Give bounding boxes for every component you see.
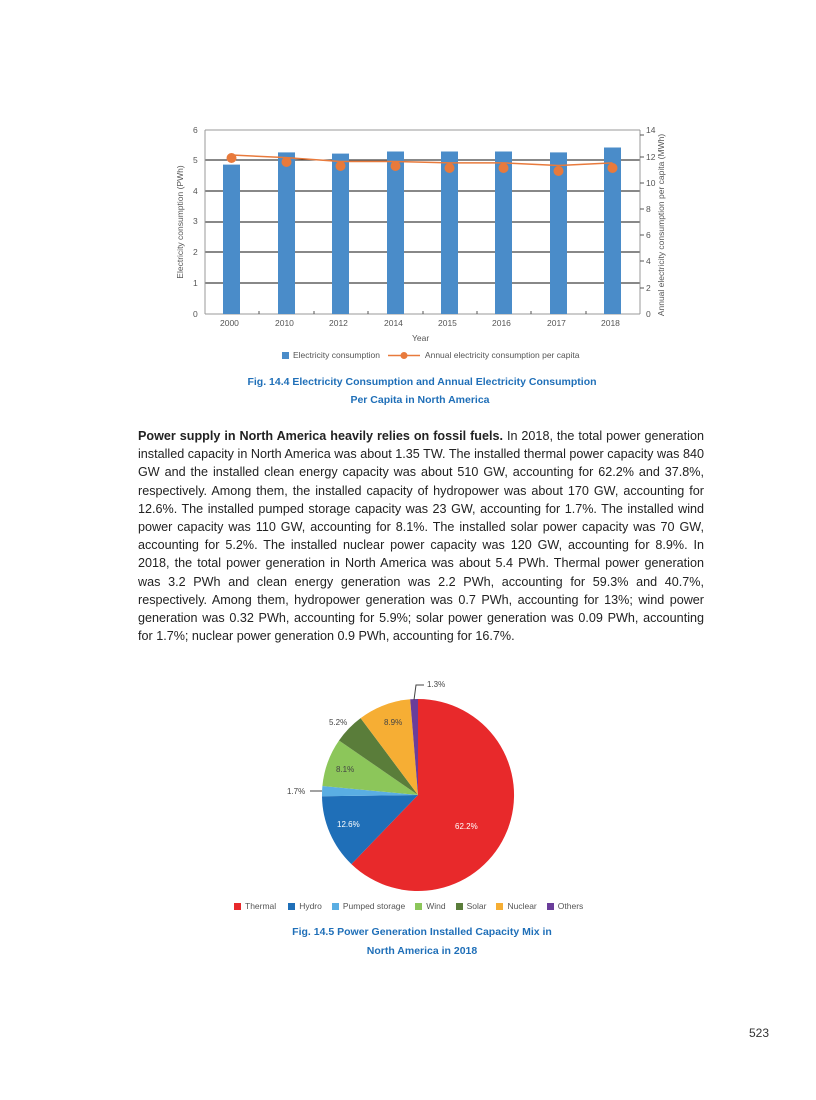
y-tick: 2	[193, 247, 198, 257]
leader-line-others	[414, 685, 424, 700]
x-tick: 2012	[329, 318, 348, 328]
legend-line-swatch-icon	[388, 351, 420, 360]
y-tick: 4	[193, 186, 198, 196]
legend-bar-swatch	[282, 352, 289, 359]
legend-swatch-hydro	[288, 903, 295, 910]
y-tick: 0	[193, 309, 198, 319]
paragraph-text: In 2018, the total power generation installed capacity in North America was about 1.35 TW. The installed thermal power capacity was 840 GW and the installed clean energy capacity was about 510 GW, accounting for 62.2% and 37.8%, respectively. Among them, the installed capacity of hydropower was about 170 GW, accounting for 12.6%. The installed pumped storage capacity was 23 GW, accounting for 1.7%. The installed wind power capacity was 110 GW, accounting for 8.1%. The installed solar power capacity was 70 GW, accounting for 5.2%. The installed nuclear power capacity was 120 GW, accounting for 8.9%. In 2018, the total power generation in North America was about 5.4 PWh. Thermal power generation was 3.2 PWh and clean energy generation was 2.2 PWh, accounting for 59.3% and 40.7%, respectively. Among them, hydropower generation was 0.7 PWh, accounting for 13%; wind power generation was 0.32 PWh, accounting for 5.9%; solar power generation was 0.09 PWh, accounting for 1.7%; nuclear power generation 0.9 PWh, accounting for 16.7%.	[138, 429, 704, 644]
figure-caption-line2: North America in 2018	[366, 945, 478, 957]
legend-swatch-pumped-storage	[332, 903, 339, 910]
legend-swatch-others	[547, 903, 554, 910]
legend-bar-label: Electricity consumption	[293, 350, 380, 360]
bar-2000	[223, 165, 240, 314]
legend-label-thermal: Thermal	[245, 901, 277, 911]
figure-caption-line1: Fig. 14.4 Electricity Consumption and Annual Electricity Consumption	[247, 376, 597, 388]
figure-caption-line2: Per Capita in North America	[350, 394, 490, 406]
y-tick: 5	[193, 155, 198, 165]
y2-tick: 8	[646, 204, 651, 214]
x-axis-title: Year	[412, 333, 430, 343]
pie-legend	[234, 901, 583, 911]
y-axis-title: Electricity consumption (PWh)	[175, 165, 185, 279]
page-number: 523	[749, 1026, 770, 1040]
label-pumped-storage: 1.7%	[287, 787, 306, 796]
y-tick: 6	[193, 125, 198, 135]
y2-axis-title: Annual electricity consumption per capita (MWh)	[656, 133, 666, 317]
body-paragraph	[138, 427, 704, 645]
figure-caption-line1: Fig. 14.5 Power Generation Installed Capacity Mix in	[292, 926, 552, 938]
bar-2015	[441, 152, 458, 315]
legend-label-others: Others	[557, 901, 584, 911]
legend-label-pumped-storage: Pumped storage	[342, 901, 406, 911]
x-tick: 2010	[275, 318, 294, 328]
bar-2012	[332, 154, 349, 314]
label-wind: 8.1%	[336, 765, 355, 774]
x-tick: 2015	[438, 318, 457, 328]
legend-swatch-solar	[456, 903, 463, 910]
x-tick: 2016	[492, 318, 511, 328]
bar-2010	[278, 152, 295, 314]
label-thermal: 62.2%	[455, 822, 478, 831]
legend-label-nuclear: Nuclear	[507, 901, 537, 911]
legend-swatch-nuclear	[496, 903, 503, 910]
label-others: 1.3%	[427, 680, 446, 689]
y2-tick: 2	[646, 283, 651, 293]
y2-tick: 0	[646, 309, 651, 319]
bar-2016	[495, 152, 512, 315]
chart-legend	[282, 350, 579, 360]
y-tick: 1	[193, 278, 198, 288]
y2-tick: 10	[646, 178, 656, 188]
legend-line-label: Annual electricity consumption per capita	[424, 350, 580, 360]
legend-swatch-thermal	[234, 903, 241, 910]
y2-tick: 12	[646, 152, 656, 162]
label-nuclear: 8.9%	[384, 718, 403, 727]
bar-2017	[550, 152, 567, 314]
bar-line-chart	[0, 0, 816, 340]
y2-tick: 4	[646, 256, 651, 266]
paragraph-lead: Power supply in North America heavily relies on fossil fuels.	[138, 429, 503, 443]
legend-label-hydro: Hydro	[299, 901, 322, 911]
label-hydro: 12.6%	[337, 820, 360, 829]
label-solar: 5.2%	[329, 718, 348, 727]
bar-2014	[387, 152, 404, 315]
x-tick: 2014	[384, 318, 403, 328]
y2-tick: 6	[646, 230, 651, 240]
x-tick: 2000	[220, 318, 239, 328]
y-tick: 3	[193, 216, 198, 226]
y2-tick: 14	[646, 125, 656, 135]
x-tick: 2018	[601, 318, 620, 328]
pie-chart	[0, 660, 816, 900]
legend-swatch-wind	[415, 903, 422, 910]
legend-label-wind: Wind	[426, 901, 446, 911]
x-tick: 2017	[547, 318, 566, 328]
legend-label-solar: Solar	[466, 901, 487, 911]
